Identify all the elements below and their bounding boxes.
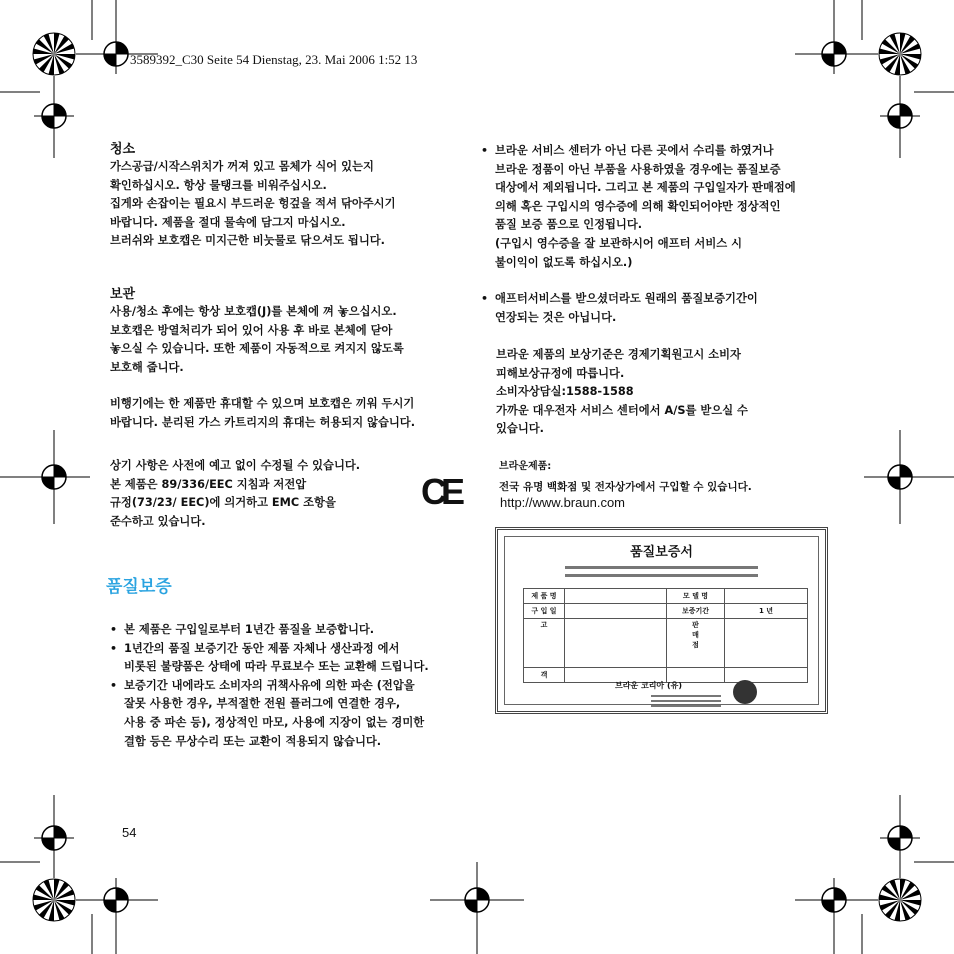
text-line: (구입시 영수증을 잘 보관하시어 애프터 서비스 시 [495, 236, 743, 250]
text-line: 점 [692, 641, 699, 649]
cleaning-text [110, 158, 396, 251]
text-line: 보호해 줍니다. [110, 360, 184, 374]
text-line: • 보증기간 내에라도 소비자의 귀책사유에 의한 파손 (전압을 [124, 678, 415, 692]
list-item [481, 142, 796, 272]
text-line: 비롯된 불량품은 상태에 따라 무료보수 또는 교환해 드립니다. [124, 660, 429, 674]
storage-heading: 보관 [110, 287, 136, 302]
company-seal-icon [733, 680, 757, 704]
cleaning-heading: 청소 [110, 142, 136, 157]
table-cell: 보증기간 [667, 604, 725, 619]
text-line: 매 [692, 631, 699, 639]
list-item [481, 290, 796, 327]
table-cell [565, 589, 667, 604]
text-line: • 브라운 서비스 센터가 아닌 다른 곳에서 수리를 하였거나 [495, 144, 774, 157]
storage-text [110, 303, 415, 377]
text-line: 연장되는 것은 아닙니다. [495, 310, 617, 324]
text-line: 잘못 사용한 경우, 부적절한 전원 플러그에 연결한 경우, [124, 697, 401, 711]
table-cell: 고 [524, 619, 565, 668]
table-cell [725, 589, 808, 604]
text-line: • 본 제품은 구입일로부터 1년간 품질을 보증합니다. [124, 623, 375, 636]
table-cell: 객 [524, 668, 565, 683]
notice-text [110, 457, 360, 531]
text-line: 집게와 손잡이는 필요시 부드러운 헝겊을 적셔 닦아주시기 [110, 197, 396, 211]
text-line: • 애프터서비스를 받으셨더라도 원래의 품질보증기간이 [495, 292, 758, 306]
table-cell [667, 619, 725, 668]
page-number: 54 [122, 825, 137, 840]
ce-mark-icon: CE [421, 471, 460, 512]
purchase-label: 브라운제품: [499, 461, 552, 472]
warranty-card-company: 브라운 코리아 (유) [615, 681, 682, 690]
cleaning-section [110, 138, 396, 251]
warranty-card [495, 527, 828, 714]
text-line: 놓으실 수 있습니다. 또한 제품이 자동적으로 켜지지 않도록 [110, 342, 404, 356]
text-line: 의해 혹은 구입시의 영수증에 의해 확인되어야만 정상적인 [495, 199, 781, 213]
table-cell: 구 입 일 [524, 604, 565, 619]
airplane-text [110, 395, 415, 432]
warranty-card-title: 품질보증서 [630, 545, 693, 560]
card-address-lines [651, 692, 721, 710]
table-cell: 모 델 명 [667, 589, 725, 604]
text-line: 가스공급/시작스위치가 꺼져 있고 몸체가 식어 있는지 [110, 160, 374, 173]
warranty-card-table [523, 588, 808, 683]
text-line: 소비자상담실:1588-1588 [496, 385, 634, 399]
list-item [110, 621, 429, 640]
table-row [524, 619, 808, 668]
table-cell [725, 619, 808, 668]
warranty-title: 품질보증 [106, 577, 172, 597]
print-header: 3589392_C30 Seite 54 Dienstag, 23. Mai 2006 1:52 13 [130, 52, 418, 67]
text-line: • 1년간의 품질 보증기간 동안 제품 자체나 생산과정 에서 [124, 641, 400, 655]
text-line: 대상에서 제외됩니다. 그리고 본 제품의 구입일자가 판매점에 [495, 181, 796, 195]
text-line: 바랍니다. 제품을 절대 물속에 담그지 마십시오. [110, 215, 346, 229]
text-line: 가까운 대우전자 서비스 센터에서 A/S를 받으실 수 [496, 403, 748, 417]
purchase-text: 전국 유명 백화점 및 전자상가에서 구입할 수 있습니다. [499, 481, 752, 493]
text-line: 피해보상규정에 따릅니다. [496, 366, 625, 380]
warranty-bullets [110, 621, 429, 751]
list-item [110, 677, 429, 751]
text-line: 품질 보증 품으로 인정됩니다. [495, 218, 643, 232]
table-cell: 제 품 명 [524, 589, 565, 604]
text-line: 규정(73/23/ EEC)에 의거하고 EMC 조항을 [110, 496, 336, 510]
text-line: 브라운 정품이 아닌 부품을 사용하였을 경우에는 품질보증 [495, 162, 781, 176]
text-line: 준수하고 있습니다. [110, 514, 206, 528]
service-bullets [481, 142, 796, 327]
text-line: 결함 등은 무상수리 또는 교환이 적용되지 않습니다. [124, 734, 382, 748]
table-cell [565, 604, 667, 619]
text-line: 상기 사항은 사전에 예고 없이 수정될 수 있습니다. [110, 459, 361, 472]
text-line: 비행기에는 한 제품만 휴대할 수 있으며 보호캡은 끼워 두시기 [110, 397, 415, 411]
text-line: 브러쉬와 보호캡은 미지근한 비눗물로 닦으셔도 됩니다. [110, 234, 385, 248]
text-line: 판 [692, 621, 699, 629]
compensation-text [496, 346, 748, 439]
storage-section [110, 283, 415, 433]
table-row [524, 589, 808, 604]
table-cell [725, 668, 808, 683]
card-fine-print [525, 561, 798, 587]
table-cell: 1 년 [725, 604, 808, 619]
braun-url-link[interactable]: http://www.braun.com [500, 495, 625, 510]
text-line: 불이익이 없도록 하십시오.) [495, 255, 633, 269]
text-line: 보호캡은 방열처리가 되어 있어 사용 후 바로 본체에 닫아 [110, 323, 393, 337]
warranty-card-inner [504, 536, 819, 705]
table-cell [565, 619, 667, 668]
list-item [110, 640, 429, 677]
text-line: 본 제품은 89/336/EEC 지침과 저전압 [110, 477, 307, 491]
text-line: 있습니다. [496, 422, 544, 436]
text-line: 사용 중 파손 등), 정상적인 마모, 사용에 지장이 없는 경미한 [124, 715, 425, 729]
text-line: 브라운 제품의 보상기준은 경제기획원고시 소비자 [496, 348, 741, 361]
text-line: 확인하십시오. 항상 물탱크를 비워주십시오. [110, 178, 327, 192]
text-line: 바랍니다. 분리된 가스 카트리지의 휴대는 허용되지 않습니다. [110, 415, 416, 429]
table-row [524, 604, 808, 619]
text-line: 사용/청소 후에는 항상 보호캡(J)를 본체에 껴 놓으십시오. [110, 305, 397, 318]
